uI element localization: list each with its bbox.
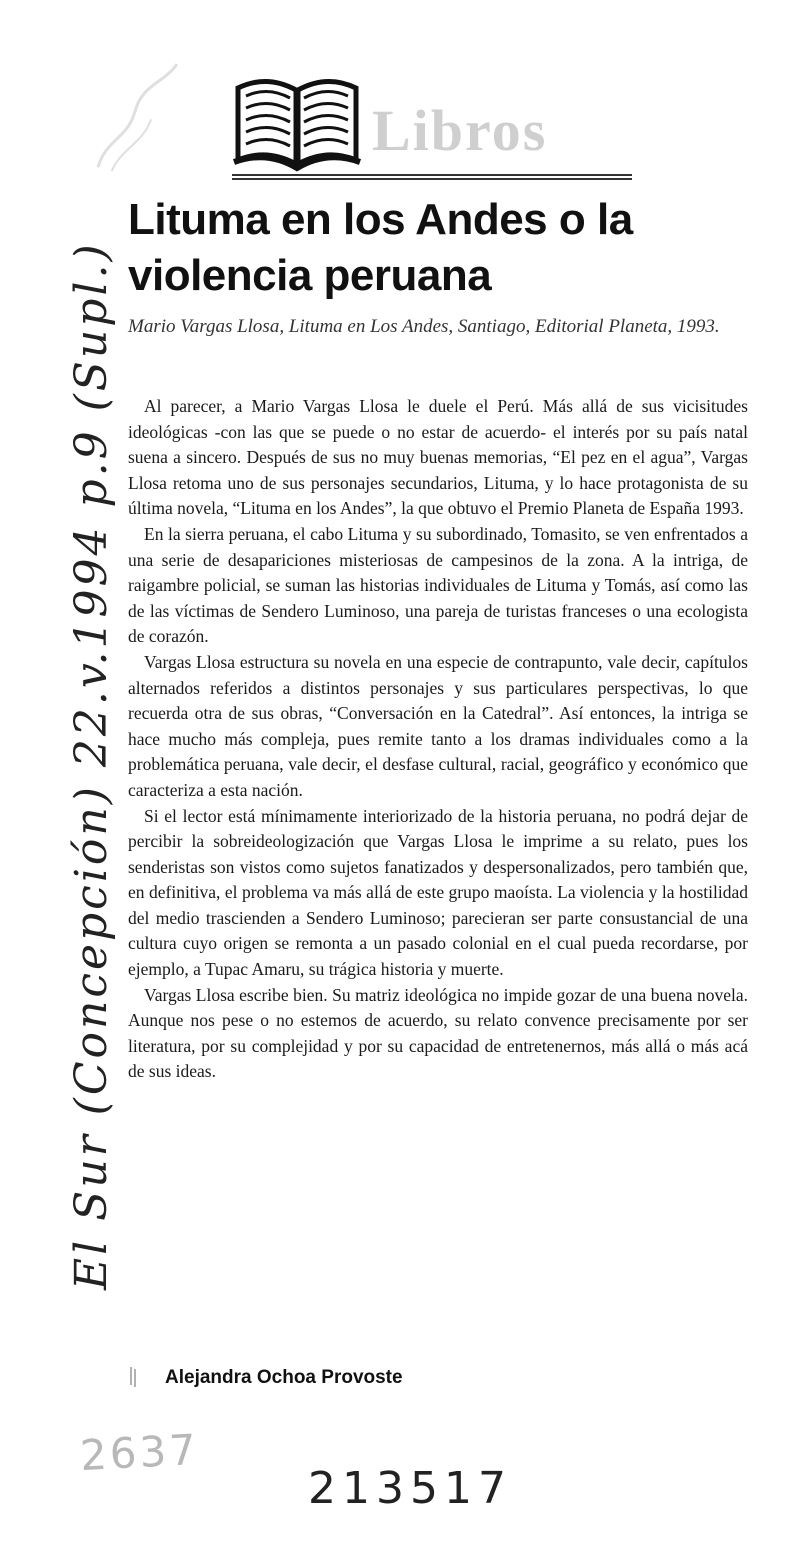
- paragraph: Si el lector está mínimamente interiorizado de la historia peruana, no podrá dejar de percibir la sobreideologización que Vargas Llosa le imprime a su relato, pues los senderistas son vistos como sujetos fanatizados y despersonalizados, pero también que, en definitiva, el problema va más allá de este grupo maoísta. La violencia y la hostilidad del medio trascienden a Sendero Luminoso; parecieran ser parte consustancial de una cultura cuyo origen se remonta a un pasado colonial en el cual pueda recordarse, por ejemplo, a Tupac Amaru, su trágica historia y muerte.: [128, 805, 748, 980]
- paragraph: Vargas Llosa escribe bien. Su matriz ideológica no impide gozar de una buena novela. Aunque nos pese o no estemos de acuerdo, su relato convence precisamente por ser literatura, por su complejidad y por su capacidad de entretenernos, más allá o más acá de sus ideas.: [128, 984, 748, 1082]
- section-rule: [232, 174, 632, 180]
- book-reference: Mario Vargas Llosa, Lituma en Los Andes, Santiago, Editorial Planeta, 1993.: [128, 316, 720, 337]
- faint-stamp: [59, 50, 220, 189]
- open-book-icon: [232, 68, 362, 172]
- handwritten-number-faint: 2637: [78, 1424, 201, 1481]
- handwritten-source-note: El Sur (Concepción) 22.v.1994 p.9 (Supl.): [66, 241, 117, 1290]
- article-body: [128, 394, 748, 1085]
- paragraph: En la sierra peruana, el cabo Lituma y su subordinado, Tomasito, se ven enfrentados a una serie de desapariciones misteriosas de campesinos de la zona. A la intriga, de raigambre policial, se suman las historias individuales de Lituma y Tomás, así como las de las víctimas de Sendero Luminoso, una pareja de turistas franceses o una ecologista de corazón.: [128, 523, 748, 647]
- author-byline: Alejandra Ochoa Provoste: [165, 1367, 403, 1388]
- headline: Lituma en los Andes o la violencia peruana: [128, 195, 633, 300]
- pen-tick-mark: [128, 1365, 138, 1389]
- section-label: Libros: [372, 98, 548, 163]
- paragraph: Vargas Llosa estructura su novela en una especie de contrapunto, vale decir, capítulos alternados referidos a distintos personajes y sus particulares perspectivas, lo que recuerda otra de sus obras, “Conversación en la Catedral”. Así entonces, la intriga se hace mucho más compleja, pues remite tanto a los dramas individuales como a la problemática peruana, vale decir, el desfase cultural, racial, geográfico y económico que caracteriza a esta nación.: [128, 651, 748, 800]
- paragraph: Al parecer, a Mario Vargas Llosa le duele el Perú. Más allá de sus vicisitudes ideológicas -con las que se puede o no estar de acuerdo- el interés por su país natal suena a sincero. Después de sus no muy buenas memorias, “El pez en el agua”, Vargas Llosa retoma uno de sus personajes secundarios, Lituma, y lo hace protagonista de su última novela, “Lituma en los Andes”, la que obtuvo el Premio Planeta de España 1993.: [128, 396, 748, 519]
- handwritten-catalog-number: 213517: [308, 1463, 512, 1514]
